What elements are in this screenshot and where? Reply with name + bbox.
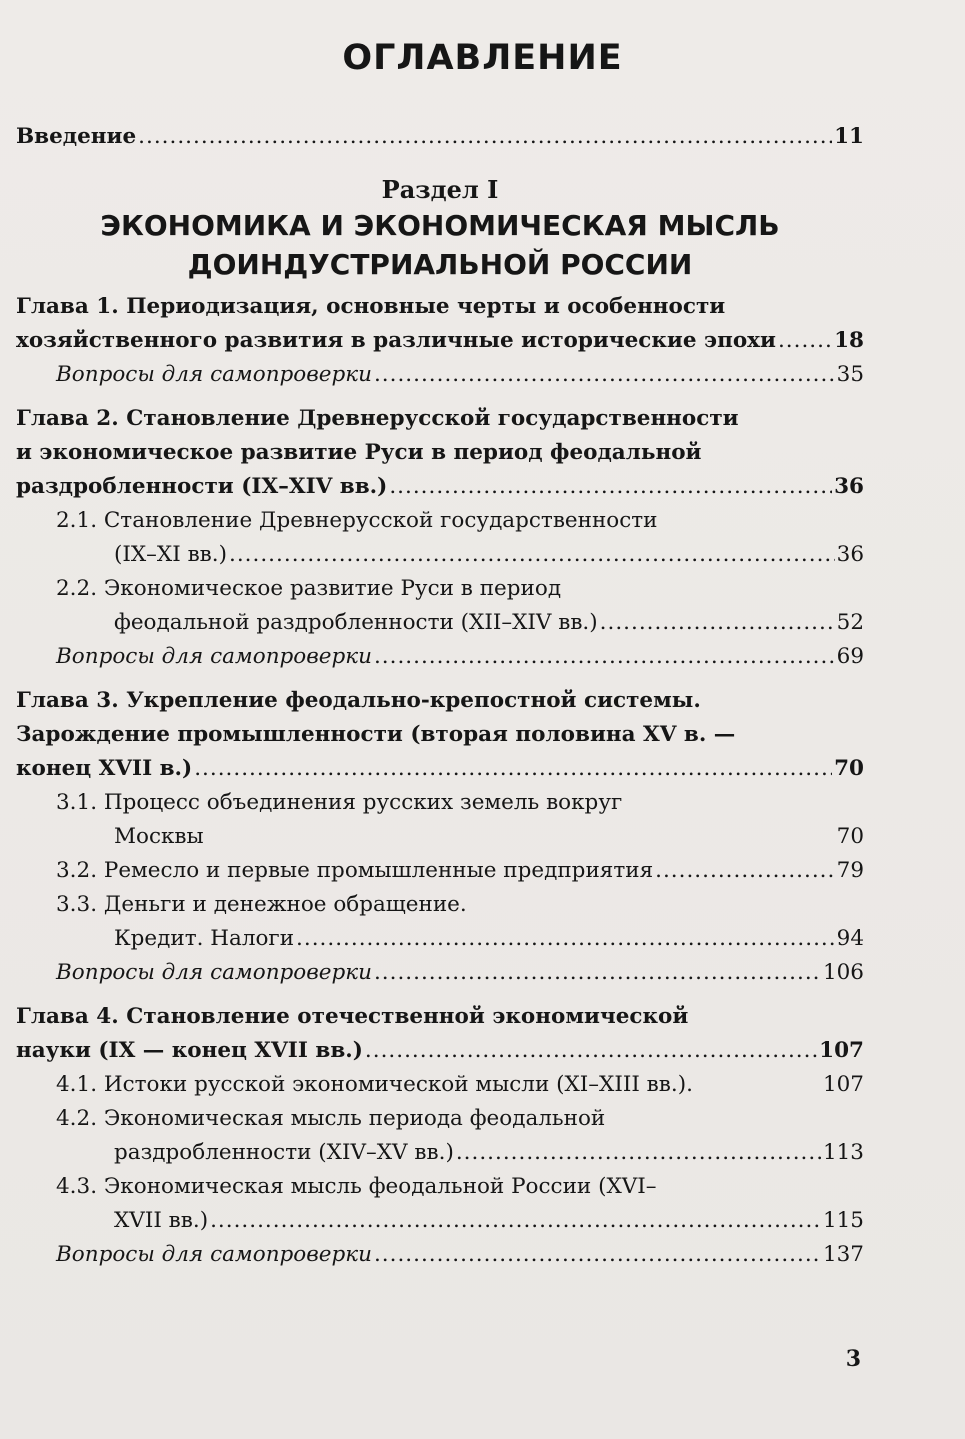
entry-title: Вопросы для самопроверки xyxy=(56,644,372,669)
entry-title: Глава 4. Становление отечественной экономической xyxy=(16,1004,689,1029)
toc-entry-subsection xyxy=(16,786,864,854)
toc-entry-subsection xyxy=(16,1170,864,1238)
toc-entry-subsection xyxy=(16,888,864,956)
entry-title: (IX–XI вв.) xyxy=(114,542,228,567)
page-number: 3 xyxy=(845,1346,861,1372)
entry-title: феодальной раздробленности (XII–XIV вв.) xyxy=(114,610,598,635)
page-title: ОГЛАВЛЕНИЕ xyxy=(342,38,623,78)
dot-leader xyxy=(210,1204,821,1238)
dot-leader xyxy=(456,1136,821,1170)
entry-title: 3.2. Ремесло и первые промышленные предприятия xyxy=(56,858,654,883)
toc-entry-subsection xyxy=(16,854,864,888)
entry-title: конец XVII в.) xyxy=(16,756,193,781)
entry-page: 70 xyxy=(836,824,864,849)
entry-page: 11 xyxy=(834,124,864,149)
entry-title: Введение xyxy=(16,124,137,149)
entry-title: Вопросы для самопроверки xyxy=(56,362,372,387)
entry-page: 36 xyxy=(836,542,864,567)
entry-title: 4.1. Истоки русской экономической мысли (XI–XIII вв.). xyxy=(56,1072,693,1097)
dot-leader xyxy=(374,1238,821,1272)
entry-title: 4.3. Экономическая мысль феодальной России (XVI– xyxy=(56,1174,657,1199)
dot-leader xyxy=(138,120,832,154)
dot-leader xyxy=(374,358,835,392)
entry-title: 2.1. Становление Древнерусской государственности xyxy=(56,508,658,533)
entry-title: Москвы xyxy=(114,824,204,849)
toc-entry-chapter-2 xyxy=(16,402,864,504)
entry-page: 35 xyxy=(836,362,864,387)
entry-page: 18 xyxy=(834,328,864,353)
dot-leader xyxy=(229,538,835,572)
table-of-contents xyxy=(16,120,864,1272)
entry-page: 79 xyxy=(836,858,864,883)
toc-entry-review xyxy=(16,956,864,990)
dot-leader xyxy=(600,606,835,640)
toc-entry-chapter-1 xyxy=(16,290,864,358)
entry-title: 3.3. Деньги и денежное обращение. xyxy=(56,892,467,917)
toc-entry-subsection xyxy=(16,1068,864,1102)
entry-title: XVII вв.) xyxy=(114,1208,209,1233)
entry-page: 69 xyxy=(836,644,864,669)
entry-title: и экономическое развитие Руси в период феодальной xyxy=(16,440,702,465)
entry-page: 137 xyxy=(822,1242,864,1267)
dot-leader xyxy=(365,1034,817,1068)
entry-title: Глава 2. Становление Древнерусской государственности xyxy=(16,406,739,431)
entry-page: 70 xyxy=(834,756,864,781)
section-title-line: ДОИНДУСТРИАЛЬНОЙ РОССИИ xyxy=(187,248,693,281)
entry-title: раздробленности (IX–XIV вв.) xyxy=(16,474,388,499)
entry-title: Глава 3. Укрепление феодально-крепостной системы. xyxy=(16,688,701,713)
entry-title: 2.2. Экономическое развитие Руси в период xyxy=(56,576,562,601)
toc-entry-intro xyxy=(16,120,864,154)
entry-title: 3.1. Процесс объединения русских земель вокруг xyxy=(56,790,623,815)
entry-page: 106 xyxy=(822,960,864,985)
dot-leader xyxy=(374,640,835,674)
entry-page: 94 xyxy=(836,926,864,951)
toc-entry-chapter-4 xyxy=(16,1000,864,1068)
entry-page: 107 xyxy=(822,1072,864,1097)
entry-title: Зарождение промышленности (вторая половина XV в. — xyxy=(16,722,736,747)
toc-entry-subsection xyxy=(16,1102,864,1170)
toc-entry-review xyxy=(16,1238,864,1272)
toc-entry-review xyxy=(16,358,864,392)
dot-leader xyxy=(389,470,832,504)
section-label: Раздел I xyxy=(381,175,499,204)
entry-title: Глава 1. Периодизация, основные черты и особенности xyxy=(16,294,726,319)
section-heading xyxy=(16,174,864,284)
entry-page: 36 xyxy=(834,474,864,499)
dot-leader xyxy=(374,956,821,990)
dot-leader xyxy=(655,854,835,888)
entry-page: 113 xyxy=(822,1140,864,1165)
toc-entry-subsection xyxy=(16,572,864,640)
entry-page: 107 xyxy=(819,1038,864,1063)
toc-entry-chapter-3 xyxy=(16,684,864,786)
entry-title: 4.2. Экономическая мысль периода феодальной xyxy=(56,1106,606,1131)
toc-entry-subsection xyxy=(16,504,864,572)
entry-title: хозяйственного развития в различные исторические эпохи xyxy=(16,328,776,353)
dot-leader xyxy=(194,752,832,786)
toc-entry-review xyxy=(16,640,864,674)
entry-title: раздробленности (XIV–XV вв.) xyxy=(114,1140,454,1165)
dot-leader xyxy=(296,922,835,956)
entry-title: Вопросы для самопроверки xyxy=(56,1242,372,1267)
entry-title: Вопросы для самопроверки xyxy=(56,960,372,985)
entry-title: Кредит. Налоги xyxy=(114,926,295,951)
dot-leader xyxy=(778,324,832,358)
entry-title: науки (IX — конец XVII вв.) xyxy=(16,1038,363,1063)
entry-page: 115 xyxy=(822,1208,864,1233)
entry-page: 52 xyxy=(836,610,864,635)
section-title-line: ЭКОНОМИКА И ЭКОНОМИЧЕСКАЯ МЫСЛЬ xyxy=(100,209,780,242)
